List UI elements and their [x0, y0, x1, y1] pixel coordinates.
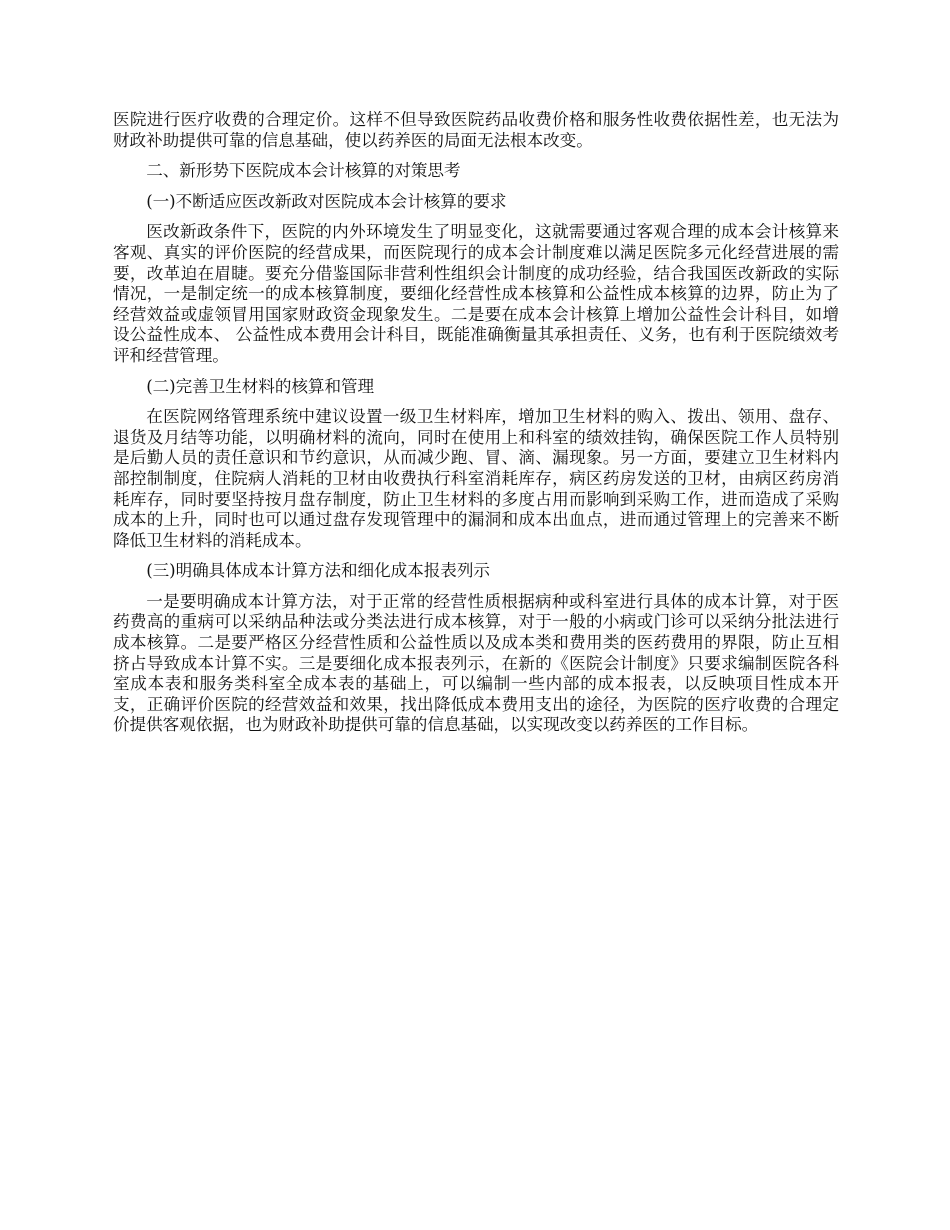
subsection-heading-1: (一)不断适应医改新政对医院成本会计核算的要求 — [146, 191, 507, 211]
paragraph-1: 医改新政条件下，医院的内外环境发生了明显变化，这就需要通过客观合理的成本会计核算来客观、真实的评价医院的经营成果，而医院现行的成本会计制度难以满足医院多元化经营进展的需要，改革迫在眉睫。要充分借鉴国际非营利性组织会计制度的成功经验，结合我国医改新政的实际情况，一是制定统一的成本核算制度，要细化经营性成本核算和公益性成本核算的边界，防止为了经营效益或虚领冒用国家财政资金现象发生。二是要在成本会计核算上增加公益性会计科目，如增设公益性成本、 公益性成本费用会计科目，既能准确衡量其承担责任、义务，也有利于医院绩效考评和经营管理。 — [113, 222, 839, 365]
document-body — [113, 110, 839, 746]
paragraph-2: 在医院网络管理系统中建议设置一级卫生材料库，增加卫生材料的购入、拨出、领用、盘存、退货及月结等功能，以明确材料的流向，同时在使用上和科室的绩效挂钩，确保医院工作人员特别是后勤人员的责任意识和节约意识，从而减少跑、冒、滴、漏现象。另一方面，要建立卫生材料内部控制制度，住院病人消耗的卫材由收费执行科室消耗库存，病区药房发送的卫材，由病区药房消耗库存，同时要坚持按月盘存制度，防止卫生材料的多度占用而影响到采购工作，进而造成了采购成本的上升，同时也可以通过盘存发现管理中的漏洞和成本出血点，进而通过管理上的完善来不断降低卫生材料的消耗成本。 — [113, 407, 839, 550]
subsection-heading-3: (三)明确具体成本计算方法和细化成本报表列示 — [146, 561, 490, 581]
paragraph-3: 一是要明确成本计算方法，对于正常的经营性质根据病种或科室进行具体的成本计算，对于医药费高的重病可以采纳品种法或分类法进行成本核算，对于一般的小病或门诊可以采纳分批法进行成本核算。二是要严格区分经营性质和公益性质以及成本类和费用类的医药费用的界限，防止互相挤占导致成本计算不实。三是要细化成本报表列示，在新的《医院会计制度》只要求编制医院各科室成本表和服务类科室全成本表的基础上，可以编制一些内部的成本报表，以反映项目性成本开支，正确评价医院的经营效益和效果，找出降低成本费用支出的途径，为医院的医疗收费的合理定价提供客观依据，也为财政补助提供可靠的信息基础，以实现改变以药养医的工作目标。 — [113, 591, 839, 735]
section-heading: 二、新形势下医院成本会计核算的对策思考 — [146, 161, 461, 181]
paragraph-continuation: 医院进行医疗收费的合理定价。这样不但导致医院药品收费价格和服务性收费依据性差，也无法为财政补助提供可靠的信息基础，使以药养医的局面无法根本改变。 — [113, 110, 839, 150]
subsection-heading-2: (二)完善卫生材料的核算和管理 — [146, 376, 375, 396]
